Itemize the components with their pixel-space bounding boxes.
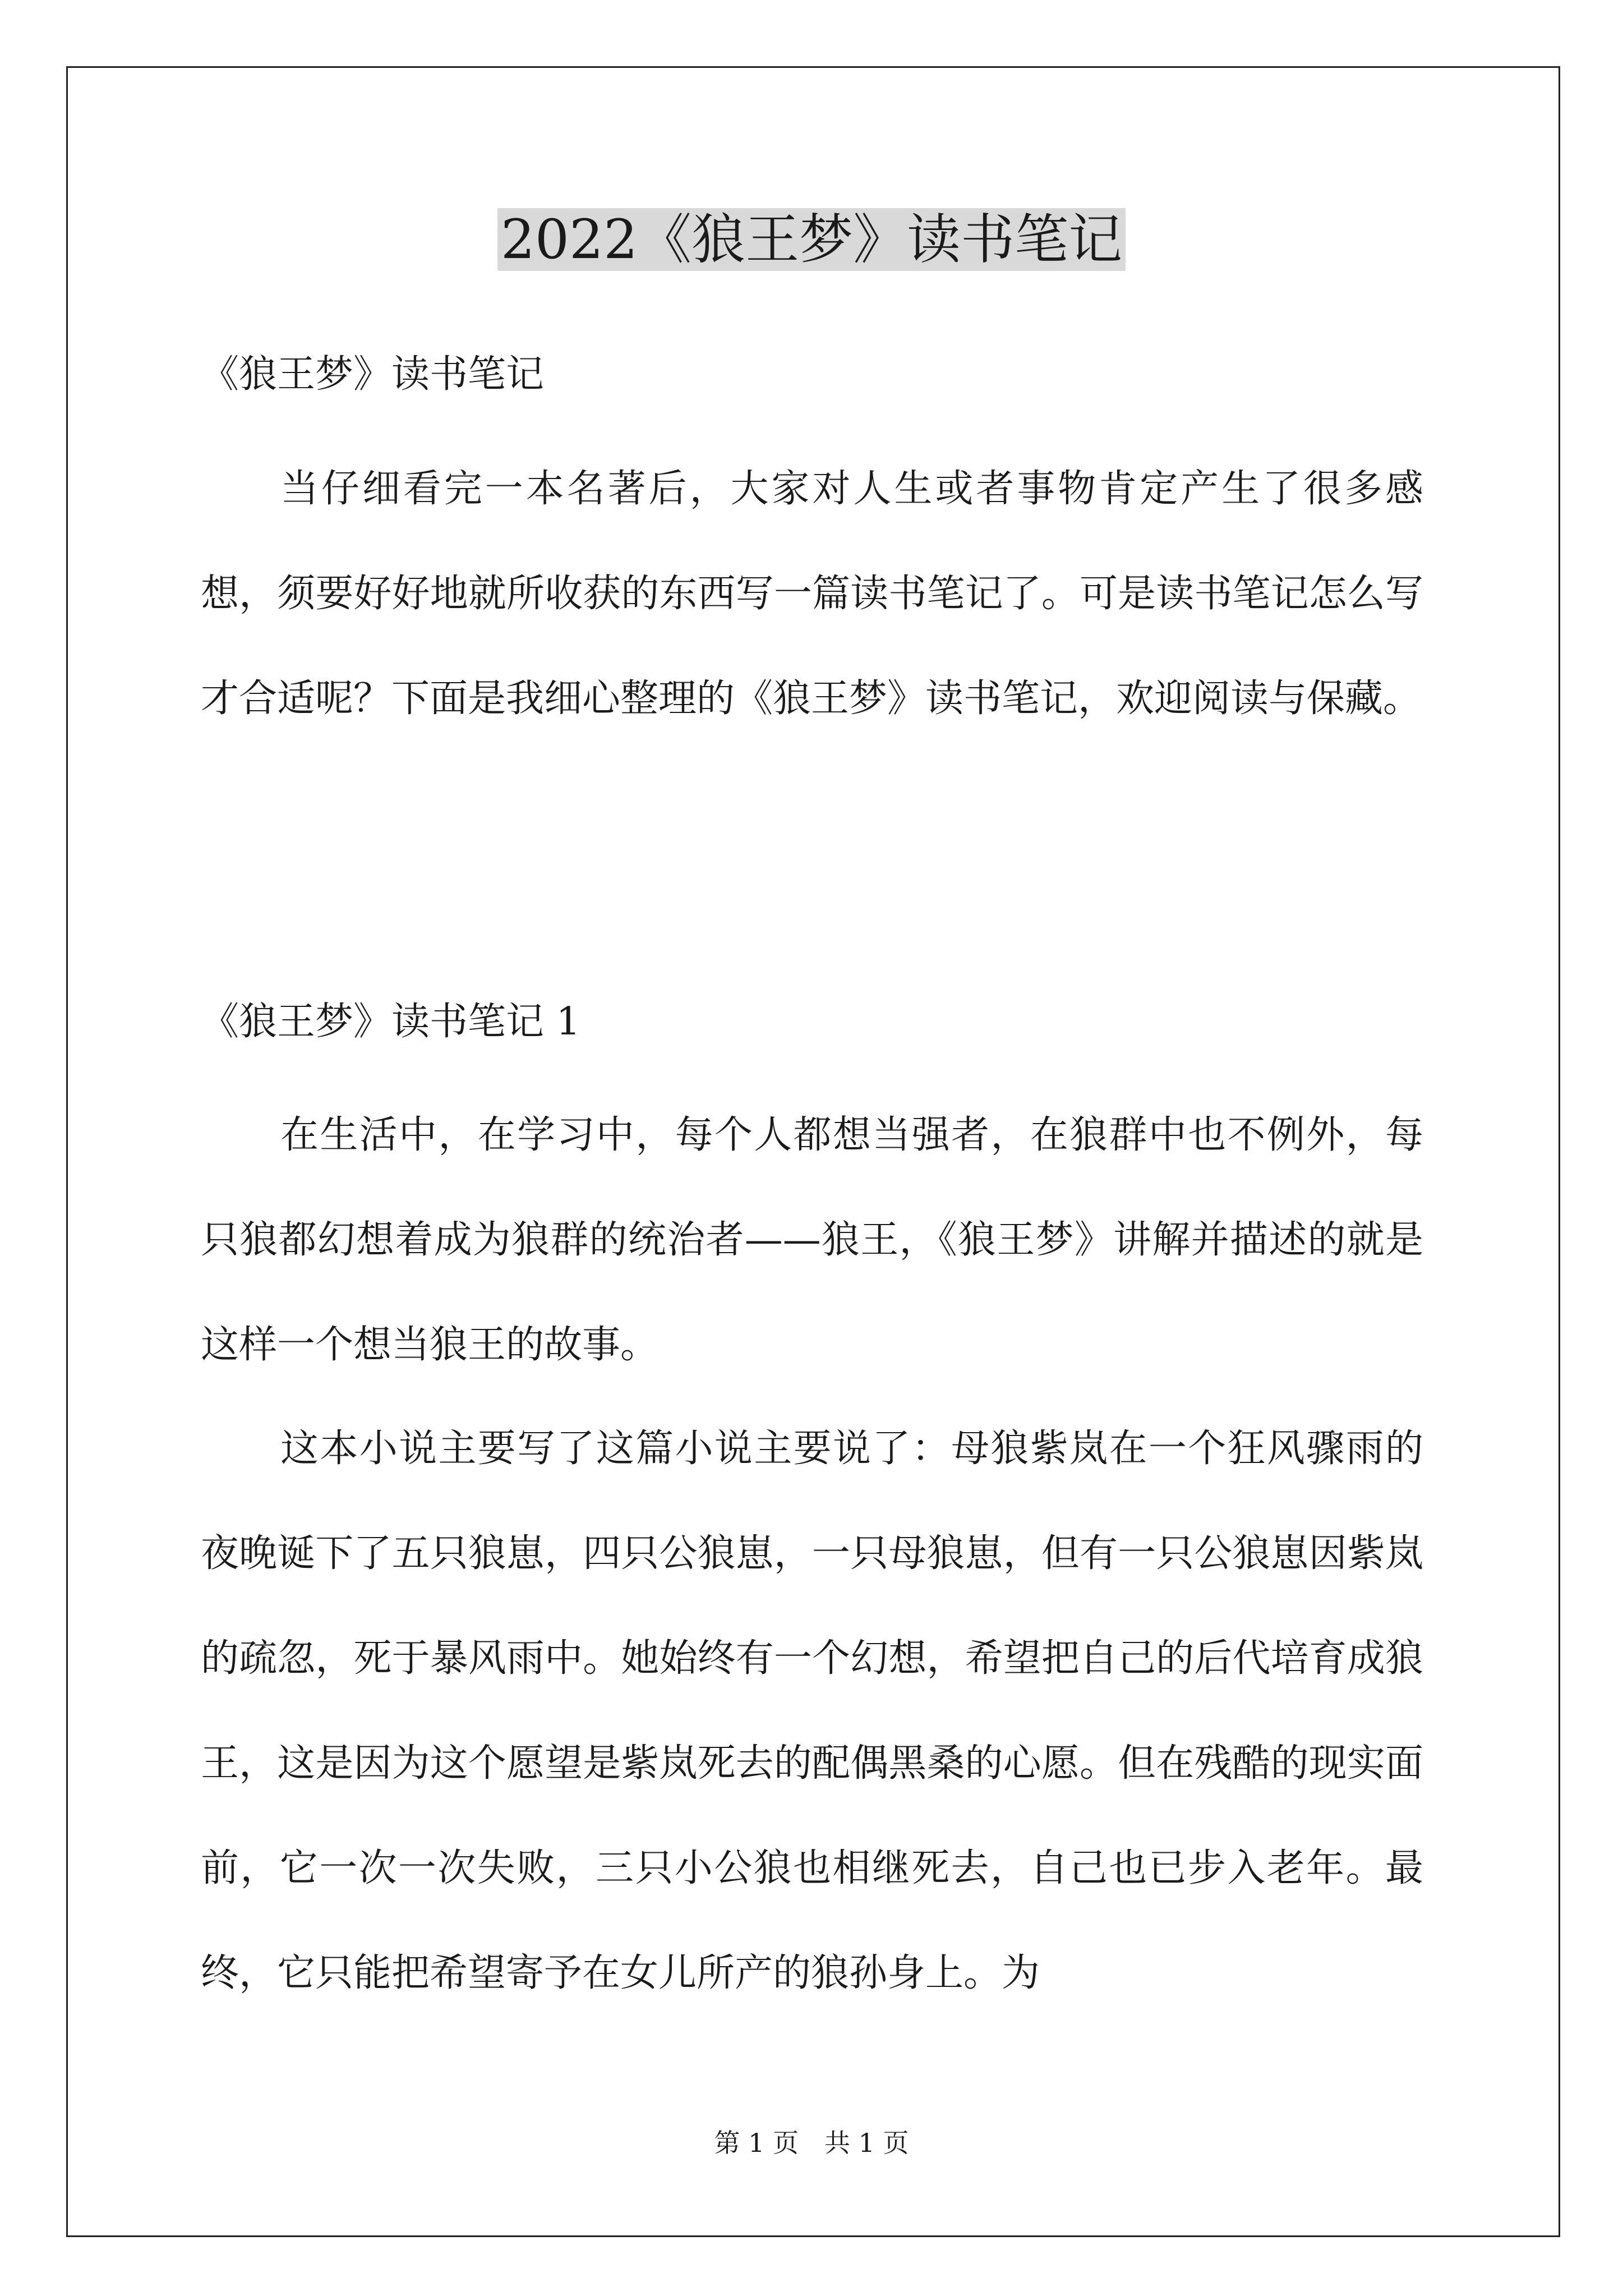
- intro-heading: 《狼王梦》读书笔记: [201, 352, 545, 397]
- section-heading: 《狼王梦》读书笔记 1: [201, 1000, 580, 1044]
- body-paragraph: 这本小说主要写了这篇小说主要说了：母狼紫岚在一个狂风骤雨的夜晚诞下了五只狼崽，四只公狼崽，一只母狼崽，但有一只公狼崽因紫岚的疏忽，死于暴风雨中。她始终有一个幻想，希望把自己的后代培育成狼王，这是因为这个愿望是紫岚死去的配偶黑桑的心愿。但在残酷的现实面前，它一次一次失败，三只小公狼也相继死去，自己也已步入老年。最终，它只能把希望寄予在女儿所产的狼孙身上。为: [201, 1427, 1423, 1995]
- intro-paragraph: 当仔细看完一本名著后，大家对人生或者事物肯定产生了很多感想，须要好好地就所收获的东西写一篇读书笔记了。可是读书笔记怎么写才合适呢？下面是我细心整理的《狼王梦》读书笔记，欢迎阅读与保藏。: [201, 467, 1423, 721]
- body-paragraph: 在生活中，在学习中，每个人都想当强者，在狼群中也不例外，每只狼都幻想着成为狼群的统治者——狼王，《狼王梦》讲解并描述的就是这样一个想当狼王的故事。: [201, 1113, 1423, 1367]
- page-footer: 第 1 页 共 1 页: [714, 2128, 909, 2158]
- document-title: 2022《狼王梦》读书笔记: [0, 203, 1623, 276]
